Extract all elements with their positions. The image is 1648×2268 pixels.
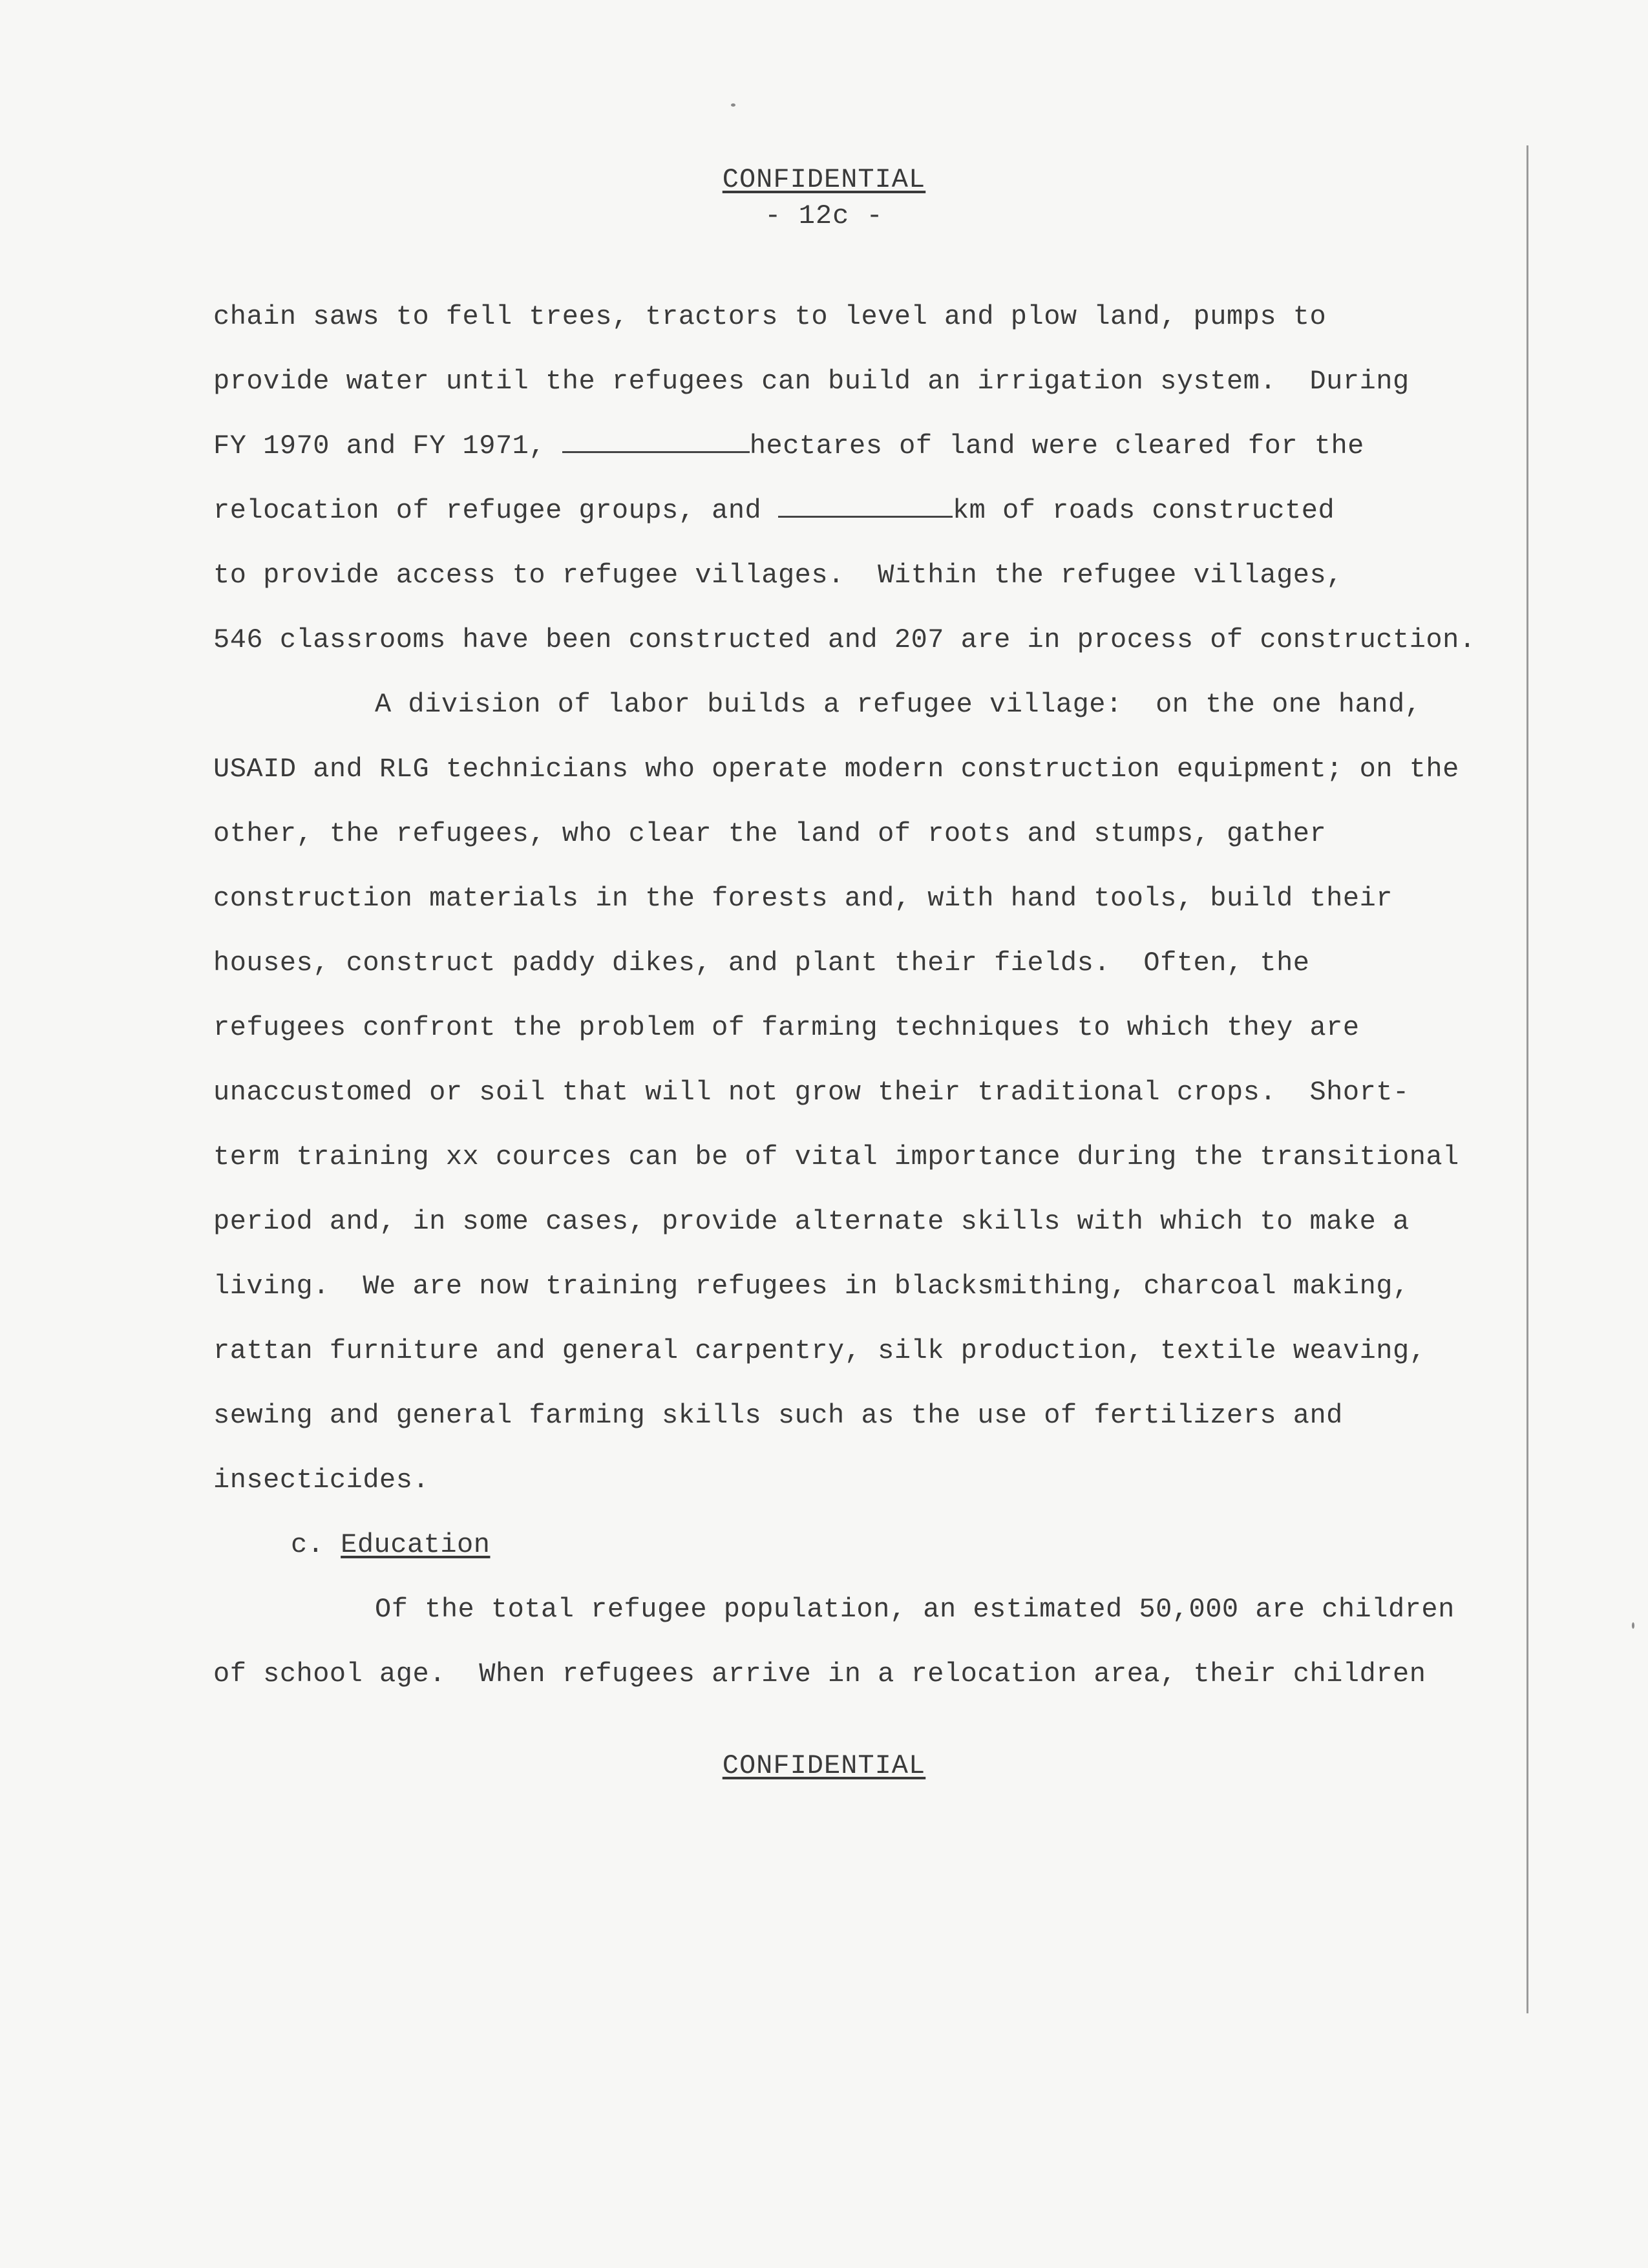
blank-field	[562, 430, 750, 453]
page-number: - 12c -	[765, 200, 883, 231]
text-line	[213, 478, 1441, 543]
text-line: refugees confront the problem of farming techniques to which they are	[213, 1012, 1360, 1043]
text-line: rattan furniture and general carpentry, silk production, textile weaving,	[213, 1335, 1426, 1366]
text-line: provide water until the refugees can build an irrigation system. During	[213, 366, 1410, 397]
text-fragment: FY 1970 and FY 1971,	[213, 430, 562, 461]
text-line: other, the refugees, who clear the land of roots and stumps, gather	[213, 818, 1327, 849]
scan-speck	[1632, 1622, 1634, 1629]
text-line: USAID and RLG technicians who operate modern construction equipment; on the	[213, 754, 1459, 785]
text-fragment: hectares of land were cleared for the	[749, 430, 1364, 461]
section-title: Education	[341, 1529, 491, 1560]
header-classification: CONFIDENTIAL	[722, 164, 926, 195]
text-line	[213, 414, 1441, 478]
text-line: construction materials in the forests and, with hand tools, build their	[213, 883, 1393, 914]
text-line: chain saws to fell trees, tractors to level and plow land, pumps to	[213, 301, 1327, 332]
text-line: living. We are now training refugees in blacksmithing, charcoal making,	[213, 1271, 1410, 1302]
text-line: insecticides.	[213, 1465, 430, 1496]
footer-classification: CONFIDENTIAL	[722, 1750, 926, 1781]
scan-speck	[731, 103, 735, 107]
text-line: 546 classrooms have been constructed and 207 are in process of construction.	[213, 624, 1476, 655]
page-edge-line	[1527, 145, 1528, 2013]
text-line: unaccustomed or soil that will not grow their traditional crops. Short-	[213, 1077, 1410, 1108]
text-line: to provide access to refugee villages. Within the refugee villages,	[213, 560, 1343, 591]
section-marker: c.	[291, 1529, 341, 1560]
text-fragment: relocation of refugee groups, and	[213, 495, 778, 526]
text-fragment: km of roads constructed	[952, 495, 1335, 526]
text-line: houses, construct paddy dikes, and plant their fields. Often, the	[213, 948, 1310, 979]
text-line: Of the total refugee population, an estimated 50,000 are children	[375, 1594, 1455, 1625]
blank-field	[778, 495, 953, 518]
text-line: term training xx cources can be of vital importance during the transitional	[213, 1141, 1459, 1172]
page-footer	[0, 1750, 1648, 1781]
text-line: of school age. When refugees arrive in a relocation area, their children	[213, 1659, 1426, 1690]
text-line: A division of labor builds a refugee village: on the one hand,	[375, 689, 1422, 720]
page-header	[0, 162, 1648, 234]
document-body	[213, 284, 1476, 1706]
text-line: period and, in some cases, provide alternate skills with which to make a	[213, 1206, 1410, 1237]
section-heading	[213, 1512, 1441, 1577]
text-line: sewing and general farming skills such as the use of fertilizers and	[213, 1400, 1343, 1431]
